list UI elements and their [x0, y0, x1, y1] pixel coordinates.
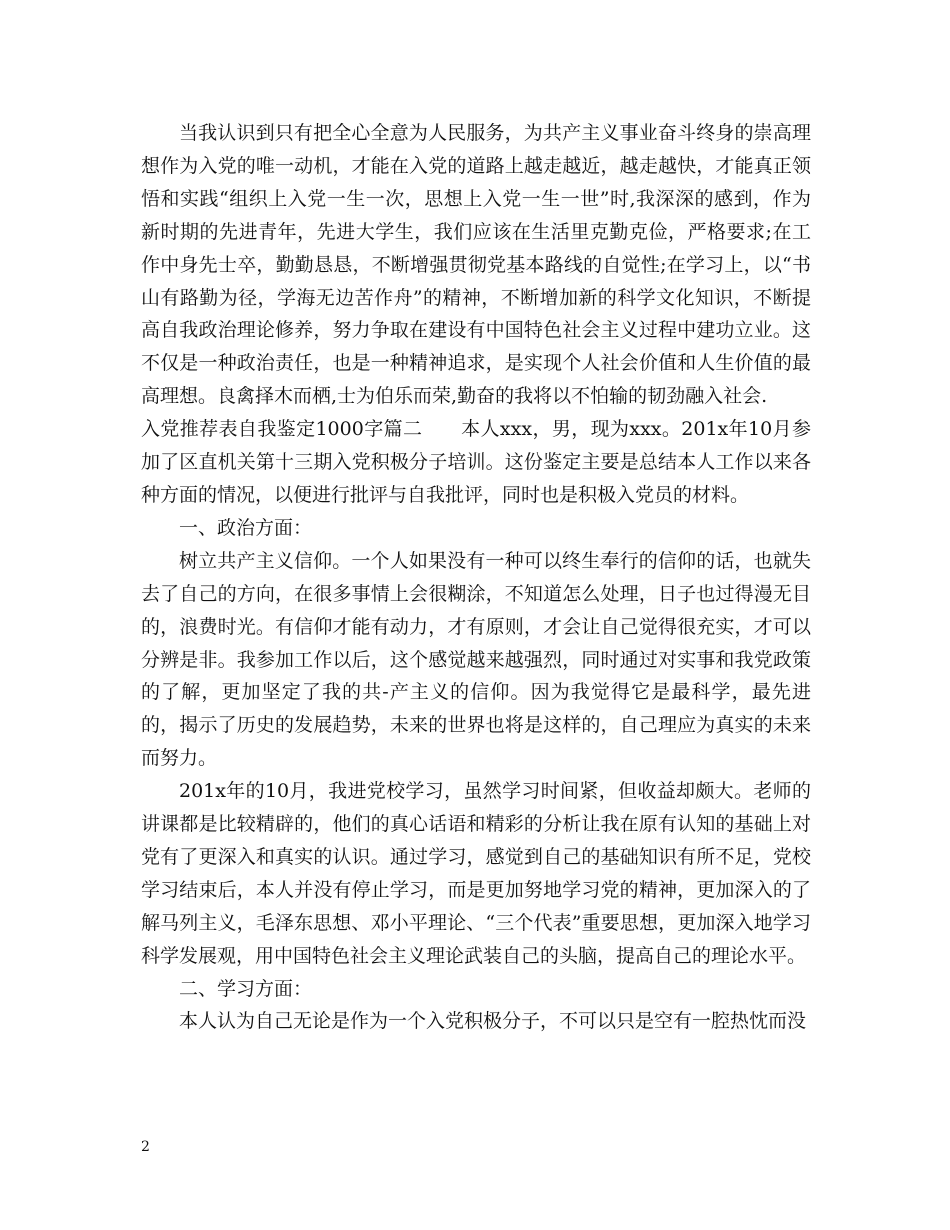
paragraph-5: 201x年的10月，我进党校学习，虽然学习时间紧，但收益却颇大。老师的讲课都是比较精辟的，他们的真心话语和精彩的分析让我在原有认知的基础上对党有了更深入和真实的认识。通过学习，感觉到自己的基础知识有所不足，党校学习结束后，本人并没有停止学习，而是更加努地学习党的精神，更加深入的了解马列主义，毛泽东思想、邓小平理论、“三个代表”重要思想，更加深入地学习科学发展观，用中国特色社会主义理论武装自己的头脑，提高自己的理论水平。: [141, 780, 811, 967]
section-heading-politics: 一、政治方面：: [179, 516, 313, 539]
page-number: 2: [141, 1139, 150, 1155]
document-body: [141, 117, 811, 1038]
paragraph-7: 本人认为自己无论是作为一个入党积极分子，不可以只是空有一腔热忱而没: [179, 1010, 807, 1033]
section-heading-study: 二、学习方面：: [179, 977, 313, 1000]
paragraph-2: 入党推荐表自我鉴定1000字篇二 本人xxx，男，现为xxx。201x年10月参加了区直机关第十三期入党积极分子培训。这份鉴定主要是总结本人工作以来各种方面的情况，以便进行批评与自我批评，同时也是积极入党员的材料。: [141, 418, 811, 506]
paragraph-4: 树立共产主义信仰。一个人如果没有一种可以终生奉行的信仰的话，也就失去了自己的方向，在很多事情上会很糊涂，不知道怎么处理，日子也过得漫无目的，浪费时光。有信仰才能有动力，才有原则，才会让自己觉得很充实，才可以分辨是非。我参加工作以后，这个感觉越来越强烈，同时通过对实事和我党政策的了解，更加坚定了我的共-产主义的信仰。因为我觉得它是最科学，最先进的，揭示了历史的发展趋势，未来的世界也将是这样的，自己理应为真实的未来而努力。: [141, 549, 811, 770]
paragraph-1: 当我认识到只有把全心全意为人民服务，为共产主义事业奋斗终身的崇高理想作为入党的唯一动机，才能在入党的道路上越走越近，越走越快，才能真正领悟和实践“组织上入党一生一次，思想上入党一生一世”时,我深深的感到，作为新时期的先进青年，先进大学生，我们应该在生活里克勤克俭，严格要求;在工作中身先士卒，勤勤恳恳，不断增强贯彻党基本路线的自觉性;在学习上，以“书山有路勤为径，学海无边苦作舟”的精神，不断增加新的科学文化知识，不断提高自我政治理论修养，努力争取在建设有中国特色社会主义过程中建功立业。这不仅是一种政治责任，也是一种精神追求，是实现个人社会价值和人生价值的最高理想。良禽择木而栖,士为伯乐而荣,勤奋的我将以不怕输的韧劲融入社会.: [141, 122, 811, 408]
